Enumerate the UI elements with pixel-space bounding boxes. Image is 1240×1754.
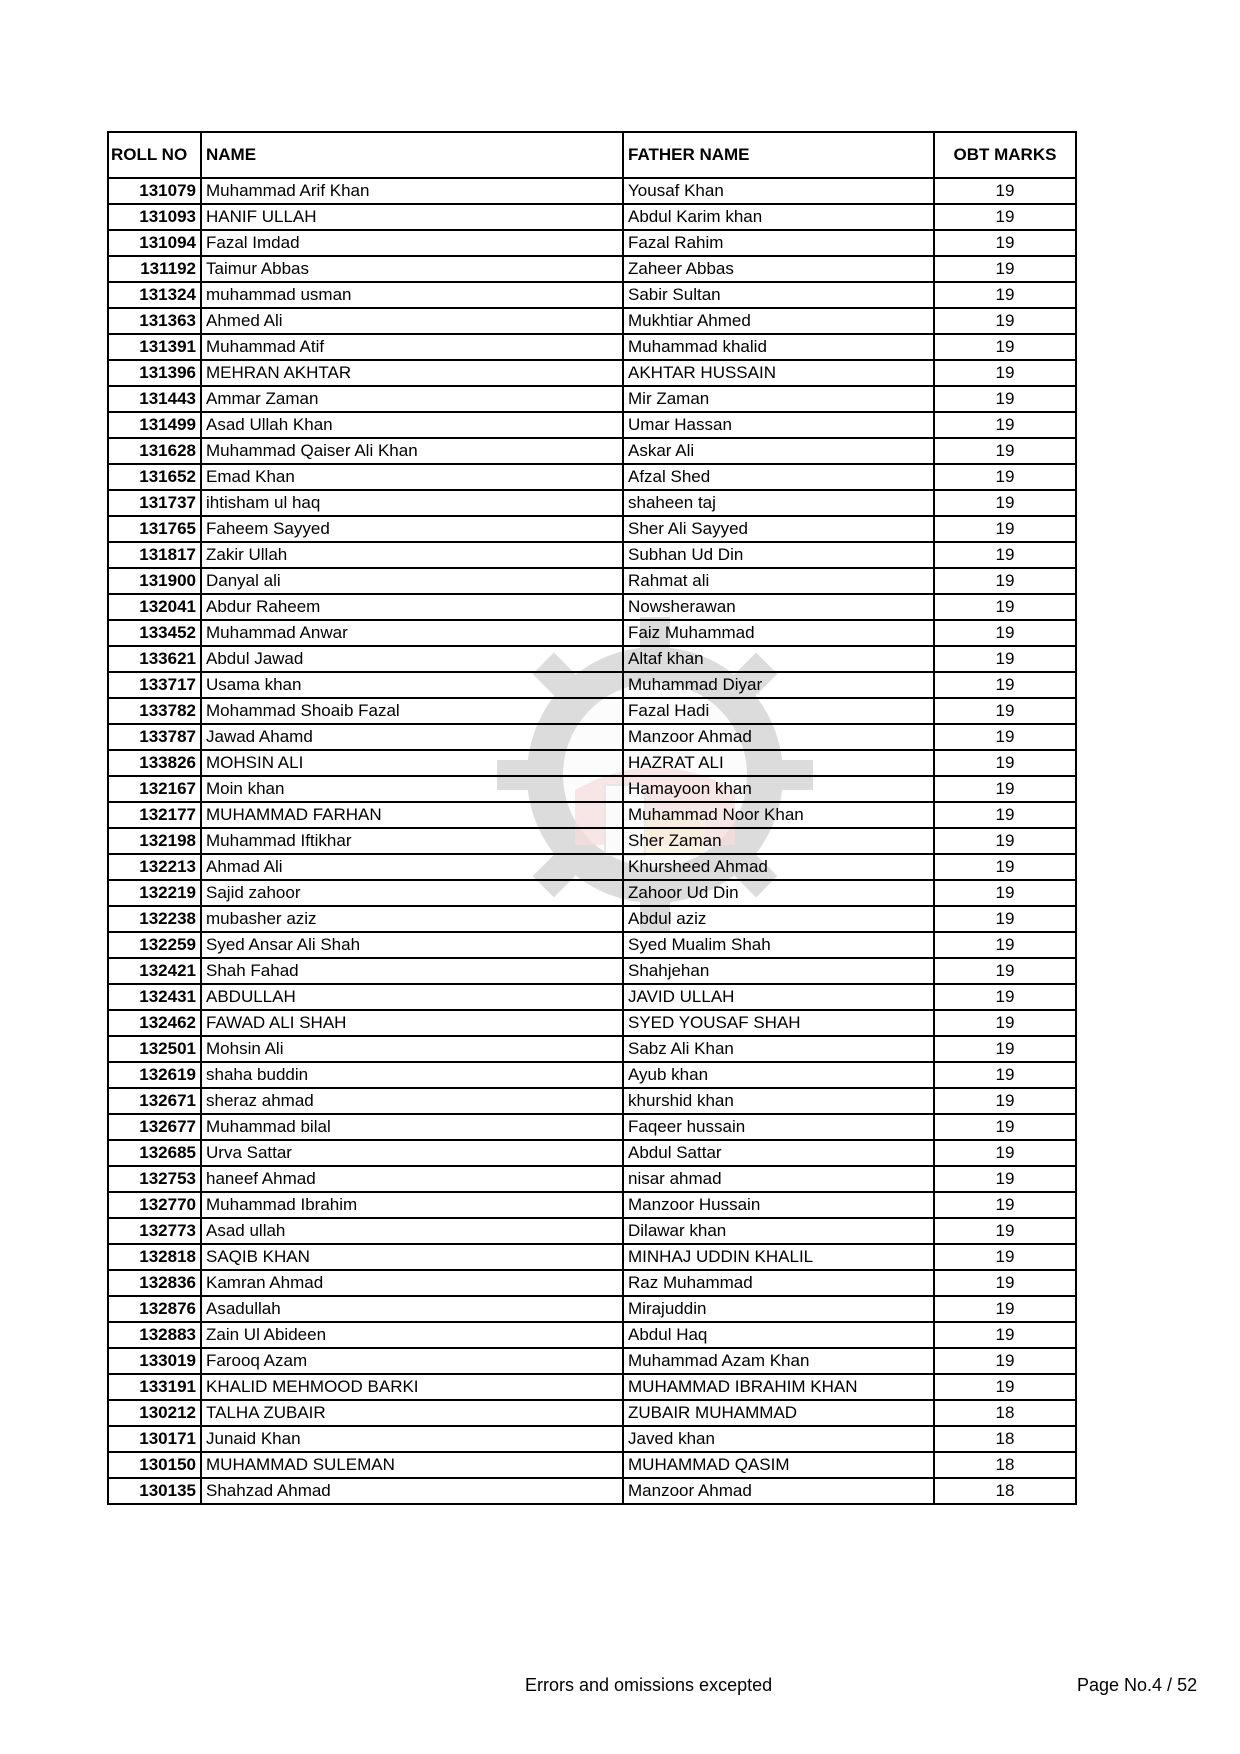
table-row — [108, 1192, 1076, 1218]
roll-no-cell: 132677 — [108, 1114, 201, 1140]
father-name-cell: AKHTAR HUSSAIN — [623, 360, 934, 386]
name-cell: Farooq Azam — [201, 1348, 623, 1374]
roll-no-cell: 131652 — [108, 464, 201, 490]
roll-no-cell: 131324 — [108, 282, 201, 308]
roll-no-cell: 133782 — [108, 698, 201, 724]
roll-no-cell: 131093 — [108, 204, 201, 230]
roll-no-cell: 132818 — [108, 1244, 201, 1270]
father-name-cell: Sabz Ali Khan — [623, 1036, 934, 1062]
father-name-cell: Mirajuddin — [623, 1296, 934, 1322]
obt-marks-cell: 19 — [934, 932, 1076, 958]
table-row — [108, 932, 1076, 958]
obt-marks-cell: 19 — [934, 1166, 1076, 1192]
father-name-cell: Yousaf Khan — [623, 178, 934, 204]
roll-no-cell: 132213 — [108, 854, 201, 880]
table-row — [108, 1088, 1076, 1114]
father-name-cell: ZUBAIR MUHAMMAD — [623, 1400, 934, 1426]
table-row — [108, 880, 1076, 906]
name-cell: Ammar Zaman — [201, 386, 623, 412]
roll-no-cell: 132876 — [108, 1296, 201, 1322]
father-name-cell: Muhammad Diyar — [623, 672, 934, 698]
name-cell: Urva Sattar — [201, 1140, 623, 1166]
roll-no-cell: 132501 — [108, 1036, 201, 1062]
roll-no-cell: 132219 — [108, 880, 201, 906]
name-cell: haneef Ahmad — [201, 1166, 623, 1192]
father-name-cell: Abdul Sattar — [623, 1140, 934, 1166]
roll-no-cell: 130171 — [108, 1426, 201, 1452]
roll-no-cell: 130135 — [108, 1478, 201, 1504]
obt-marks-cell: 18 — [934, 1426, 1076, 1452]
obt-marks-cell: 19 — [934, 542, 1076, 568]
roll-no-cell: 131817 — [108, 542, 201, 568]
father-name-cell: Sher Zaman — [623, 828, 934, 854]
father-name-cell: Afzal Shed — [623, 464, 934, 490]
table-row — [108, 958, 1076, 984]
roll-no-cell: 131900 — [108, 568, 201, 594]
name-cell: Fazal Imdad — [201, 230, 623, 256]
roll-no-cell: 133787 — [108, 724, 201, 750]
table-row — [108, 1010, 1076, 1036]
table-header-row — [108, 132, 1076, 178]
name-cell: Usama khan — [201, 672, 623, 698]
name-cell: ihtisham ul haq — [201, 490, 623, 516]
obt-marks-cell: 19 — [934, 776, 1076, 802]
father-name-cell: MUHAMMAD IBRAHIM KHAN — [623, 1374, 934, 1400]
table-row — [108, 984, 1076, 1010]
name-cell: Moin khan — [201, 776, 623, 802]
name-cell: Sajid zahoor — [201, 880, 623, 906]
table-row — [108, 1374, 1076, 1400]
table-row — [108, 386, 1076, 412]
roll-no-cell: 132671 — [108, 1088, 201, 1114]
roll-no-cell: 132259 — [108, 932, 201, 958]
name-cell: Junaid Khan — [201, 1426, 623, 1452]
father-name-cell: Syed Mualim Shah — [623, 932, 934, 958]
table-row — [108, 568, 1076, 594]
obt-marks-cell: 19 — [934, 1296, 1076, 1322]
father-name-cell: Raz Muhammad — [623, 1270, 934, 1296]
table-row — [108, 776, 1076, 802]
roll-no-cell: 133826 — [108, 750, 201, 776]
table-row — [108, 464, 1076, 490]
roll-no-cell: 131737 — [108, 490, 201, 516]
name-cell: SAQIB KHAN — [201, 1244, 623, 1270]
roll-no-cell: 132770 — [108, 1192, 201, 1218]
table-row — [108, 1478, 1076, 1504]
table-row — [108, 594, 1076, 620]
father-name-cell: Faiz Muhammad — [623, 620, 934, 646]
roll-no-cell: 131192 — [108, 256, 201, 282]
father-name-cell: Javed khan — [623, 1426, 934, 1452]
father-name-cell: nisar ahmad — [623, 1166, 934, 1192]
name-cell: Kamran Ahmad — [201, 1270, 623, 1296]
father-name-cell: Altaf khan — [623, 646, 934, 672]
obt-marks-cell: 19 — [934, 672, 1076, 698]
roll-no-cell: 130150 — [108, 1452, 201, 1478]
father-name-cell: Manzoor Ahmad — [623, 1478, 934, 1504]
name-cell: Mohsin Ali — [201, 1036, 623, 1062]
name-cell: HANIF ULLAH — [201, 204, 623, 230]
obt-marks-cell: 19 — [934, 620, 1076, 646]
name-cell: Muhammad Ibrahim — [201, 1192, 623, 1218]
table-row — [108, 412, 1076, 438]
father-name-cell: Abdul aziz — [623, 906, 934, 932]
name-cell: MUHAMMAD SULEMAN — [201, 1452, 623, 1478]
obt-marks-cell: 19 — [934, 906, 1076, 932]
obt-marks-cell: 19 — [934, 282, 1076, 308]
obt-marks-cell: 19 — [934, 1010, 1076, 1036]
obt-marks-cell: 19 — [934, 750, 1076, 776]
father-name-cell: Ayub khan — [623, 1062, 934, 1088]
table-row — [108, 1140, 1076, 1166]
obt-marks-cell: 19 — [934, 698, 1076, 724]
roll-no-cell: 132773 — [108, 1218, 201, 1244]
roll-no-cell: 132177 — [108, 802, 201, 828]
roll-no-cell: 131499 — [108, 412, 201, 438]
name-cell: Muhammad Arif Khan — [201, 178, 623, 204]
obt-marks-cell: 19 — [934, 984, 1076, 1010]
name-cell: MUHAMMAD FARHAN — [201, 802, 623, 828]
name-cell: TALHA ZUBAIR — [201, 1400, 623, 1426]
name-cell: KHALID MEHMOOD BARKI — [201, 1374, 623, 1400]
father-name-cell: Shahjehan — [623, 958, 934, 984]
roll-no-cell: 132685 — [108, 1140, 201, 1166]
father-name-cell: Dilawar khan — [623, 1218, 934, 1244]
table-row — [108, 1400, 1076, 1426]
father-name-cell: Rahmat ali — [623, 568, 934, 594]
table-row — [108, 334, 1076, 360]
table-row — [108, 1166, 1076, 1192]
roll-no-cell: 133191 — [108, 1374, 201, 1400]
roll-no-cell: 133621 — [108, 646, 201, 672]
name-cell: Danyal ali — [201, 568, 623, 594]
obt-marks-cell: 19 — [934, 178, 1076, 204]
footer-disclaimer: Errors and omissions excepted — [525, 1675, 773, 1695]
header-obt-marks: OBT MARKS — [934, 132, 1076, 178]
name-cell: Muhammad bilal — [201, 1114, 623, 1140]
table-row — [108, 828, 1076, 854]
table-row — [108, 256, 1076, 282]
obt-marks-cell: 19 — [934, 1192, 1076, 1218]
roll-no-cell: 131079 — [108, 178, 201, 204]
obt-marks-cell: 19 — [934, 1374, 1076, 1400]
name-cell: sheraz ahmad — [201, 1088, 623, 1114]
table-row — [108, 204, 1076, 230]
table-row — [108, 724, 1076, 750]
obt-marks-cell: 19 — [934, 1218, 1076, 1244]
table-row — [108, 1244, 1076, 1270]
roll-no-cell: 131765 — [108, 516, 201, 542]
name-cell: Asad ullah — [201, 1218, 623, 1244]
name-cell: Muhammad Qaiser Ali Khan — [201, 438, 623, 464]
table-row — [108, 1426, 1076, 1452]
father-name-cell: JAVID ULLAH — [623, 984, 934, 1010]
obt-marks-cell: 19 — [934, 1322, 1076, 1348]
name-cell: Asadullah — [201, 1296, 623, 1322]
name-cell: Shahzad Ahmad — [201, 1478, 623, 1504]
table-row — [108, 906, 1076, 932]
obt-marks-cell: 19 — [934, 204, 1076, 230]
header-father-name: FATHER NAME — [623, 132, 934, 178]
father-name-cell: Abdul Haq — [623, 1322, 934, 1348]
father-name-cell: Sher Ali Sayyed — [623, 516, 934, 542]
father-name-cell: Muhammad Noor Khan — [623, 802, 934, 828]
roll-no-cell: 132753 — [108, 1166, 201, 1192]
table-row — [108, 1348, 1076, 1374]
table-row — [108, 672, 1076, 698]
obt-marks-cell: 19 — [934, 1062, 1076, 1088]
table-row — [108, 516, 1076, 542]
father-name-cell: Zaheer Abbas — [623, 256, 934, 282]
obt-marks-cell: 19 — [934, 646, 1076, 672]
name-cell: Muhammad Anwar — [201, 620, 623, 646]
table-row — [108, 1452, 1076, 1478]
obt-marks-cell: 19 — [934, 1088, 1076, 1114]
obt-marks-cell: 19 — [934, 256, 1076, 282]
name-cell: muhammad usman — [201, 282, 623, 308]
name-cell: Ahmed Ali — [201, 308, 623, 334]
name-cell: mubasher aziz — [201, 906, 623, 932]
father-name-cell: Nowsherawan — [623, 594, 934, 620]
table-row — [108, 438, 1076, 464]
name-cell: Muhammad Atif — [201, 334, 623, 360]
obt-marks-cell: 18 — [934, 1400, 1076, 1426]
obt-marks-cell: 19 — [934, 880, 1076, 906]
father-name-cell: Subhan Ud Din — [623, 542, 934, 568]
obt-marks-cell: 19 — [934, 854, 1076, 880]
father-name-cell: Fazal Rahim — [623, 230, 934, 256]
father-name-cell: SYED YOUSAF SHAH — [623, 1010, 934, 1036]
obt-marks-cell: 19 — [934, 1036, 1076, 1062]
father-name-cell: Khursheed Ahmad — [623, 854, 934, 880]
name-cell: Muhammad Iftikhar — [201, 828, 623, 854]
father-name-cell: Muhammad Azam Khan — [623, 1348, 934, 1374]
obt-marks-cell: 19 — [934, 308, 1076, 334]
name-cell: Taimur Abbas — [201, 256, 623, 282]
name-cell: Asad Ullah Khan — [201, 412, 623, 438]
roll-no-cell: 133452 — [108, 620, 201, 646]
table-row — [108, 1036, 1076, 1062]
name-cell: Zain Ul Abideen — [201, 1322, 623, 1348]
obt-marks-cell: 18 — [934, 1452, 1076, 1478]
name-cell: Faheem Sayyed — [201, 516, 623, 542]
obt-marks-cell: 19 — [934, 1348, 1076, 1374]
father-name-cell: Muhammad khalid — [623, 334, 934, 360]
name-cell: Zakir Ullah — [201, 542, 623, 568]
table-row — [108, 1270, 1076, 1296]
obt-marks-cell: 19 — [934, 438, 1076, 464]
father-name-cell: MINHAJ UDDIN KHALIL — [623, 1244, 934, 1270]
obt-marks-cell: 19 — [934, 1270, 1076, 1296]
father-name-cell: Umar Hassan — [623, 412, 934, 438]
name-cell: Emad Khan — [201, 464, 623, 490]
name-cell: Shah Fahad — [201, 958, 623, 984]
header-name: NAME — [201, 132, 623, 178]
obt-marks-cell: 18 — [934, 1478, 1076, 1504]
roll-no-cell: 131094 — [108, 230, 201, 256]
father-name-cell: Fazal Hadi — [623, 698, 934, 724]
name-cell: Jawad Ahamd — [201, 724, 623, 750]
father-name-cell: Manzoor Hussain — [623, 1192, 934, 1218]
table-row — [108, 646, 1076, 672]
name-cell: Mohammad Shoaib Fazal — [201, 698, 623, 724]
name-cell: shaha buddin — [201, 1062, 623, 1088]
father-name-cell: khurshid khan — [623, 1088, 934, 1114]
name-cell: Ahmad Ali — [201, 854, 623, 880]
table-row — [108, 178, 1076, 204]
obt-marks-cell: 19 — [934, 1114, 1076, 1140]
father-name-cell: shaheen taj — [623, 490, 934, 516]
obt-marks-cell: 19 — [934, 464, 1076, 490]
obt-marks-cell: 19 — [934, 230, 1076, 256]
roll-no-cell: 132167 — [108, 776, 201, 802]
table-row — [108, 490, 1076, 516]
father-name-cell: Faqeer hussain — [623, 1114, 934, 1140]
table-row — [108, 282, 1076, 308]
table-row — [108, 1218, 1076, 1244]
roll-no-cell: 132238 — [108, 906, 201, 932]
roll-no-cell: 132198 — [108, 828, 201, 854]
name-cell: MEHRAN AKHTAR — [201, 360, 623, 386]
table-row — [108, 360, 1076, 386]
table-row — [108, 802, 1076, 828]
table-row — [108, 308, 1076, 334]
table-row — [108, 230, 1076, 256]
obt-marks-cell: 19 — [934, 802, 1076, 828]
father-name-cell: Zahoor Ud Din — [623, 880, 934, 906]
roll-no-cell: 133019 — [108, 1348, 201, 1374]
father-name-cell: Manzoor Ahmad — [623, 724, 934, 750]
obt-marks-cell: 19 — [934, 490, 1076, 516]
page-number: Page No.4 / 52 — [1077, 1675, 1198, 1695]
obt-marks-cell: 19 — [934, 386, 1076, 412]
name-cell: FAWAD ALI SHAH — [201, 1010, 623, 1036]
header-roll-no: ROLL NO — [108, 132, 201, 178]
obt-marks-cell: 19 — [934, 334, 1076, 360]
name-cell: Abdul Jawad — [201, 646, 623, 672]
father-name-cell: HAZRAT ALI — [623, 750, 934, 776]
roll-no-cell: 131363 — [108, 308, 201, 334]
table-row — [108, 1296, 1076, 1322]
roll-no-cell: 133717 — [108, 672, 201, 698]
name-cell: Syed Ansar Ali Shah — [201, 932, 623, 958]
obt-marks-cell: 19 — [934, 516, 1076, 542]
roll-no-cell: 132431 — [108, 984, 201, 1010]
table-row — [108, 1322, 1076, 1348]
roll-no-cell: 131443 — [108, 386, 201, 412]
roll-no-cell: 132619 — [108, 1062, 201, 1088]
roll-no-cell: 131391 — [108, 334, 201, 360]
table-row — [108, 750, 1076, 776]
obt-marks-cell: 19 — [934, 1140, 1076, 1166]
obt-marks-cell: 19 — [934, 594, 1076, 620]
obt-marks-cell: 19 — [934, 568, 1076, 594]
table-row — [108, 698, 1076, 724]
table-row — [108, 620, 1076, 646]
father-name-cell: Abdul Karim khan — [623, 204, 934, 230]
father-name-cell: Askar Ali — [623, 438, 934, 464]
obt-marks-cell: 19 — [934, 412, 1076, 438]
father-name-cell: Sabir Sultan — [623, 282, 934, 308]
roll-no-cell: 132462 — [108, 1010, 201, 1036]
obt-marks-cell: 19 — [934, 958, 1076, 984]
roll-no-cell: 132041 — [108, 594, 201, 620]
father-name-cell: Mukhtiar Ahmed — [623, 308, 934, 334]
father-name-cell: MUHAMMAD QASIM — [623, 1452, 934, 1478]
father-name-cell: Mir Zaman — [623, 386, 934, 412]
roll-no-cell: 131396 — [108, 360, 201, 386]
table-row — [108, 1062, 1076, 1088]
table-row — [108, 1114, 1076, 1140]
name-cell: MOHSIN ALI — [201, 750, 623, 776]
obt-marks-cell: 19 — [934, 1244, 1076, 1270]
table-row — [108, 854, 1076, 880]
roll-no-cell: 132836 — [108, 1270, 201, 1296]
name-cell: ABDULLAH — [201, 984, 623, 1010]
obt-marks-cell: 19 — [934, 360, 1076, 386]
obt-marks-cell: 19 — [934, 724, 1076, 750]
roll-no-cell: 132883 — [108, 1322, 201, 1348]
table-row — [108, 542, 1076, 568]
father-name-cell: Hamayoon khan — [623, 776, 934, 802]
roll-no-cell: 132421 — [108, 958, 201, 984]
roll-no-cell: 130212 — [108, 1400, 201, 1426]
name-cell: Abdur Raheem — [201, 594, 623, 620]
results-table — [107, 131, 1077, 1505]
roll-no-cell: 131628 — [108, 438, 201, 464]
obt-marks-cell: 19 — [934, 828, 1076, 854]
